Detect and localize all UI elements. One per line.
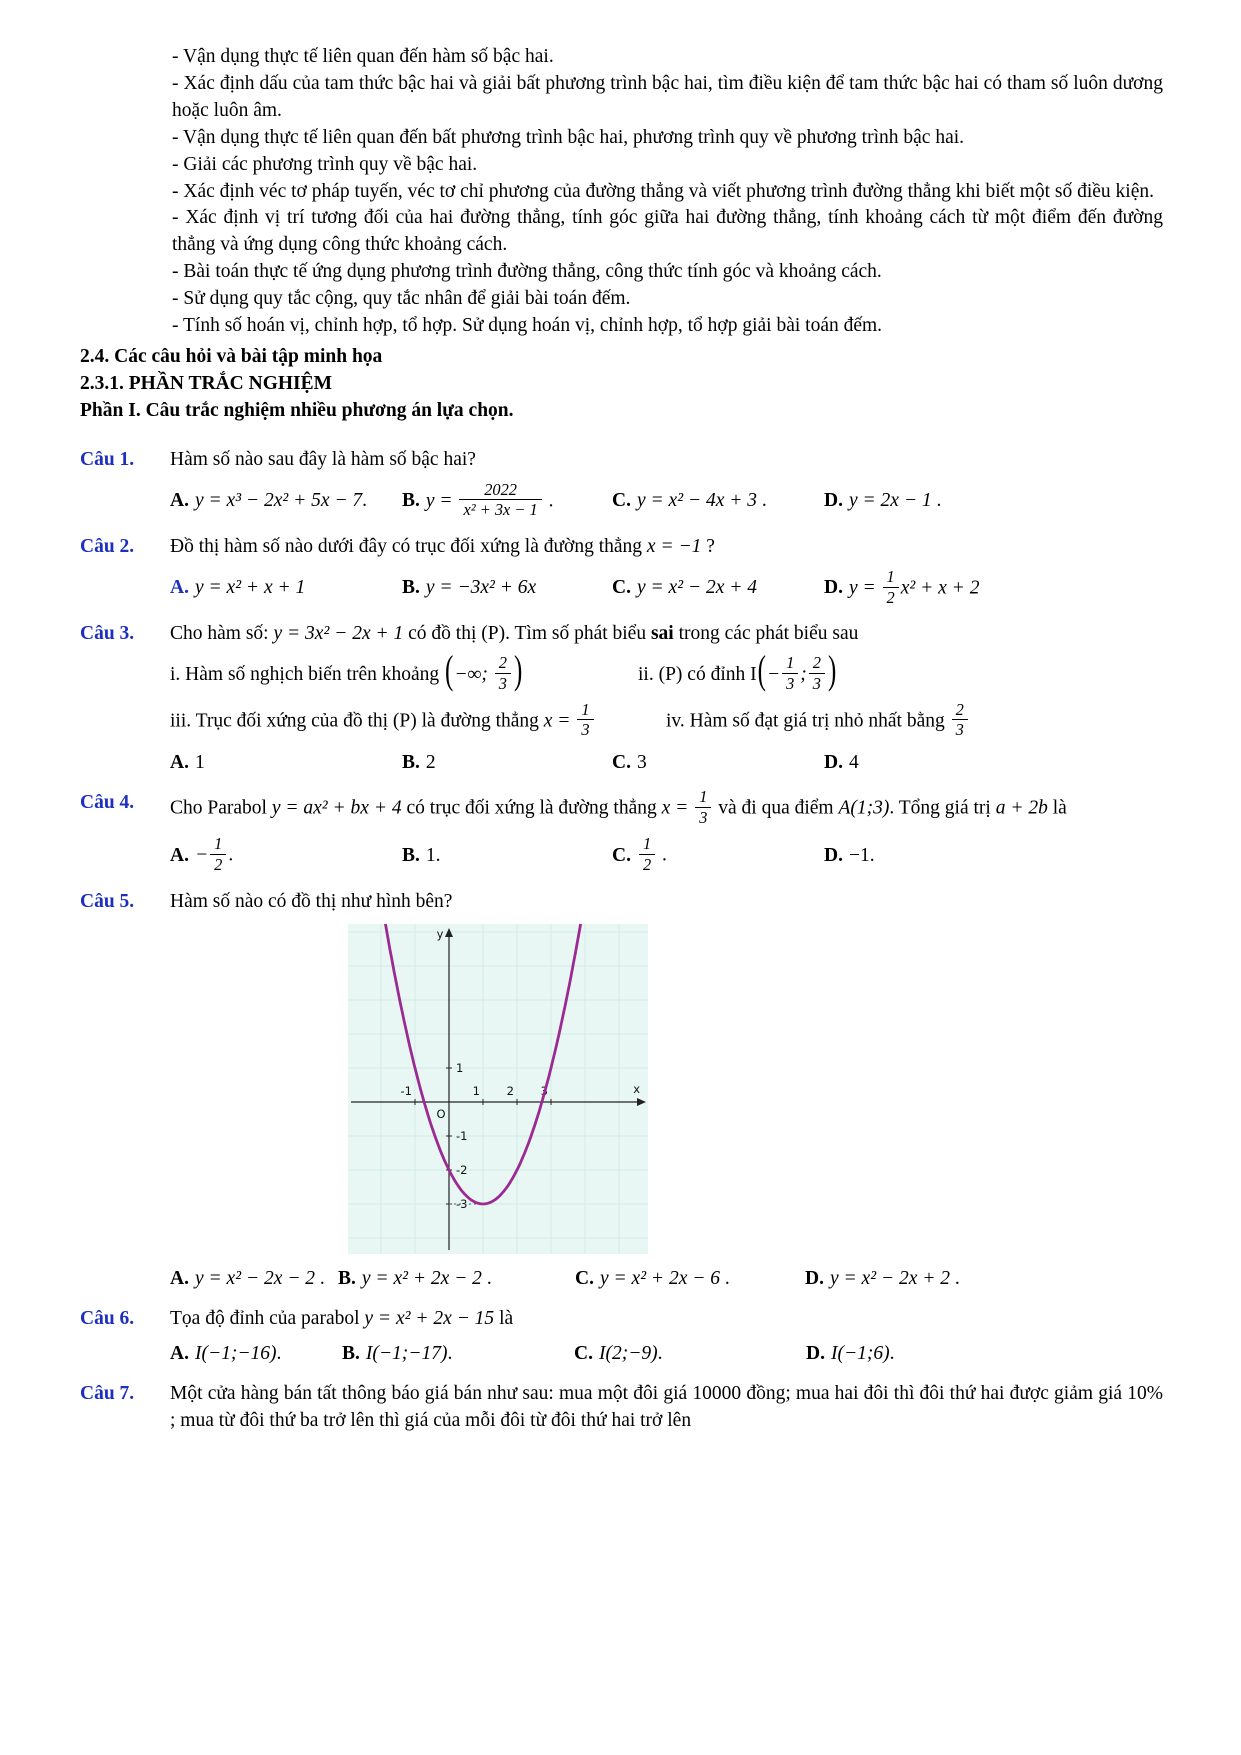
question-3 [80, 621, 1163, 777]
option-a [170, 1266, 338, 1293]
left-paren: ( [757, 649, 766, 694]
right-paren: ) [513, 649, 523, 694]
option-a [170, 1341, 342, 1368]
math-expression: y = [425, 490, 458, 512]
math-expression: x = [661, 797, 694, 819]
question-text-run: là [494, 1307, 514, 1329]
fraction [208, 835, 228, 873]
question-text-run: Cho hàm số: [170, 623, 274, 645]
fraction-numerator: 1 [577, 701, 593, 721]
origin-label: O [436, 1106, 446, 1121]
x-tick-label: 1 [472, 1083, 480, 1098]
option-tail: . [228, 845, 234, 867]
option-letter: D. [824, 490, 843, 512]
x-tick-label: 2 [506, 1083, 514, 1098]
option-letter: C. [575, 1267, 594, 1289]
math-expression: − [194, 845, 209, 867]
option-d [824, 750, 1163, 777]
options-row [170, 750, 1163, 777]
statement-text: iv. Hàm số đạt giá trị nhỏ nhất bằng [666, 710, 950, 732]
fraction [637, 835, 657, 873]
parabola-graph [348, 924, 648, 1254]
question-text-run: ? [701, 535, 715, 557]
option-d [824, 566, 1163, 608]
option-letter: B. [402, 845, 420, 867]
math-expression [444, 649, 523, 694]
math-expression: y = 2x − 1 [848, 490, 932, 512]
question-text [170, 447, 1163, 474]
math-expression: I(2;−9) [598, 1343, 658, 1365]
option-letter: B. [402, 490, 420, 512]
question-text-run: Đồ thị hàm số nào dưới đây có trục đối xứng là đường thẳng [170, 535, 647, 557]
math-expression: y = x³ − 2x² + 5x − 7 [194, 490, 363, 512]
option-value: 4 [848, 752, 859, 774]
question-text-run: và đi qua điểm [713, 797, 839, 819]
fraction-denominator: 3 [812, 674, 821, 694]
question-label: Câu 2. [80, 535, 135, 557]
intro-bullet: - Vận dụng thực tế liên quan đến bất phương trình bậc hai, phương trình quy về phương trình bậc hai. [172, 126, 965, 148]
option-tail: . [315, 1267, 325, 1289]
question-1 [80, 447, 1163, 521]
fraction [780, 654, 800, 692]
math-expression: I(−1;−17) [365, 1343, 448, 1365]
question-text-run: . Tổng giá trị [889, 797, 996, 819]
intro-bullet: - Sử dụng quy tắc cộng, quy tắc nhân để giải bài toán đếm. [172, 288, 631, 310]
question-label: Câu 1. [80, 448, 135, 470]
fraction [493, 654, 513, 692]
option-c [612, 488, 824, 515]
option-letter: A. [170, 845, 189, 867]
option-d [824, 488, 1163, 515]
question-4 [80, 787, 1163, 876]
option-tail: . [657, 845, 667, 867]
option-b [402, 479, 612, 521]
fraction-denominator: 3 [699, 807, 708, 827]
option-letter: C. [574, 1343, 593, 1365]
fraction-numerator: 2022 [459, 481, 541, 501]
question-text-run: Cho Parabol [170, 797, 272, 819]
question-text [170, 787, 1163, 828]
option-value: 2 [425, 752, 436, 774]
math-expression: y = x² − 4x + 3 [636, 490, 758, 512]
math-expression: y = x² − 2x + 4 [636, 577, 758, 599]
math-run: −∞; [454, 664, 493, 686]
option-tail: . [889, 1343, 895, 1365]
math-expression: y = 3x² − 2x + 1 [273, 623, 404, 645]
option-value: 3 [636, 752, 647, 774]
math-expression: I(−1;6) [830, 1343, 890, 1365]
option-tail: . [931, 490, 942, 512]
option-c [574, 1341, 806, 1368]
option-tail: . [362, 490, 368, 512]
option-letter: A. [170, 1267, 189, 1289]
fraction-denominator: 3 [581, 720, 590, 740]
option-letter: D. [806, 1343, 825, 1365]
question-2 [80, 534, 1163, 608]
statement-i [170, 649, 638, 695]
question-text [170, 621, 1163, 648]
option-a [170, 750, 402, 777]
question-text [170, 1306, 1163, 1333]
question-label: Câu 6. [80, 1307, 135, 1329]
x-tick-label: 3 [540, 1083, 548, 1098]
fraction-denominator: 2 [214, 855, 223, 875]
option-value: 1. [425, 845, 441, 867]
question-text-run: Hàm số nào sau đây là hàm số bậc hai? [170, 448, 476, 470]
options-row [170, 566, 1163, 608]
intro-bullet: - Xác định véc tơ pháp tuyến, véc tơ chỉ phương của đường thẳng và viết phương trình đường thẳng khi biết một số điều kiện. [172, 180, 1154, 202]
fraction-denominator: 3 [955, 720, 964, 740]
intro-bullet: - Tính số hoán vị, chỉnh hợp, tổ hợp. Sử dụng hoán vị, chỉnh hợp, tổ hợp giải bài toán đếm. [172, 315, 883, 337]
option-a [170, 834, 402, 875]
fraction-numerator: 1 [883, 568, 899, 588]
question-text-run: Tọa độ đỉnh của parabol [170, 1307, 365, 1329]
question-text [170, 889, 1163, 916]
y-axis-label: y [436, 926, 444, 941]
intro-bullet: - Xác định dấu của tam thức bậc hai và giải bất phương trình bậc hai, tìm điều kiện để tam thức bậc hai có tham số luôn dương hoặc luôn âm. [172, 72, 1163, 121]
statement-text: i. Hàm số nghịch biến trên khoảng [170, 664, 445, 686]
intro-bullet: - Bài toán thực tế ứng dụng phương trình đường thẳng, công thức tính góc và khoảng cách. [172, 261, 882, 283]
statement-iv [666, 699, 1163, 741]
question-label: Câu 3. [80, 623, 135, 645]
parabola-graph-figure [348, 924, 1163, 1254]
question-text-run: Hàm số nào có đồ thị như hình bên? [170, 890, 453, 912]
statement-ii [638, 649, 1163, 695]
option-c [612, 750, 824, 777]
right-paren: ) [827, 649, 837, 694]
statement-text: iii. Trục đối xứng của đồ thị (P) là đường thẳng [170, 710, 544, 732]
option-b [402, 575, 612, 602]
question-6 [80, 1306, 1163, 1369]
math-expression: y = x² − 2x + 2 [829, 1267, 951, 1289]
option-b [342, 1341, 574, 1368]
option-tail: . [757, 490, 767, 512]
math-expression: y = x² + 2x − 15 [364, 1307, 495, 1329]
fraction-denominator: 2 [642, 855, 652, 875]
fraction [693, 788, 713, 826]
math-expression: y = x² − 2x − 2 [194, 1267, 316, 1289]
math-run: ; [800, 664, 807, 686]
math-expression [757, 649, 838, 694]
fraction-numerator: 1 [210, 835, 226, 855]
option-letter: C. [612, 577, 631, 599]
option-c [612, 834, 824, 875]
option-letter: A. [170, 1343, 189, 1365]
left-paren: ( [445, 649, 454, 694]
bold-word: sai [650, 623, 674, 645]
question-label: Câu 5. [80, 890, 135, 912]
fraction [950, 701, 970, 739]
math-expression: y = [848, 577, 881, 599]
fraction-denominator: x² + 3x − 1 [463, 500, 538, 520]
options-row [170, 1266, 1163, 1293]
option-letter: D. [824, 577, 843, 599]
option-letter: C. [612, 845, 631, 867]
options-row [170, 1341, 1163, 1368]
heading-2-3-1: 2.3.1. PHẦN TRẮC NGHIỆM [80, 372, 333, 394]
option-letter-answer: A. [170, 577, 189, 599]
option-tail: . [276, 1343, 282, 1365]
option-a [170, 575, 402, 602]
question-text-run: là [1047, 797, 1067, 819]
math-expression: x = −1 [646, 535, 702, 557]
option-tail: . [543, 490, 554, 512]
question-text [170, 1381, 1163, 1435]
math-expression: a + 2b [995, 797, 1048, 819]
statement-text: ii. (P) có đỉnh I [638, 664, 757, 686]
fraction-numerator: 2 [809, 654, 825, 674]
option-tail: . [481, 1267, 492, 1289]
question-label: Câu 7. [80, 1383, 135, 1405]
fraction-numerator: 1 [782, 654, 798, 674]
math-expression: y = ax² + bx + 4 [271, 797, 402, 819]
intro-bullet: - Xác định vị trí tương đối của hai đường thẳng, tính góc giữa hai đường thẳng, tính khoảng cách từ một điểm đến đường thẳng và ứng dụng công thức khoảng cách. [172, 207, 1163, 256]
fraction-numerator: 1 [639, 835, 655, 855]
option-letter: B. [342, 1343, 360, 1365]
option-tail: . [657, 1343, 663, 1365]
option-a [170, 488, 402, 515]
options-row [170, 834, 1163, 875]
question-label: Câu 4. [80, 792, 135, 814]
y-tick-label: -2 [456, 1162, 468, 1177]
statements-row-1 [170, 649, 1163, 695]
question-text [170, 534, 1163, 561]
math-expression: x² + x + 2 [900, 577, 980, 599]
statements-row-2 [170, 699, 1163, 741]
option-letter: C. [612, 490, 631, 512]
option-d [805, 1266, 1163, 1293]
option-letter: B. [402, 577, 420, 599]
math-expression: I(−1;−16) [194, 1343, 277, 1365]
intro-bullet: - Giải các phương trình quy về bậc hai. [172, 153, 478, 175]
option-letter: B. [402, 752, 420, 774]
question-text-run: có trục đối xứng là đường thẳng [401, 797, 662, 819]
question-7 [80, 1381, 1163, 1435]
option-letter: A. [170, 752, 189, 774]
fraction [807, 654, 827, 692]
fraction-denominator: 2 [886, 587, 895, 607]
section-headings [80, 344, 1163, 425]
fraction-numerator: 1 [695, 788, 711, 808]
option-b [338, 1266, 575, 1293]
x-tick-label: -1 [400, 1083, 412, 1098]
option-tail: . [950, 1267, 960, 1289]
option-letter: D. [805, 1267, 824, 1289]
question-text-run: trong các phát biểu sau [673, 623, 859, 645]
intro-bullet: - Vận dụng thực tế liên quan đến hàm số bậc hai. [172, 46, 554, 67]
option-tail: . [447, 1343, 453, 1365]
y-tick-label: 1 [456, 1060, 464, 1075]
option-value: −1. [848, 845, 875, 867]
math-expression: y = x² + 2x − 6 [599, 1267, 721, 1289]
fraction-numerator: 2 [495, 654, 511, 674]
option-letter: B. [338, 1267, 356, 1289]
heading-part-1: Phần I. Câu trắc nghiệm nhiều phương án lựa chọn. [80, 399, 514, 421]
math-expression: y = x² + 2x − 2 [361, 1267, 482, 1289]
option-letter: D. [824, 752, 843, 774]
intro-bullet-list [80, 44, 1163, 340]
y-tick-label: -3 [456, 1196, 468, 1211]
option-letter: C. [612, 752, 631, 774]
option-d [806, 1341, 1163, 1368]
question-text-run: có đồ thị (P). Tìm số phát biểu [403, 623, 651, 645]
math-expression: A(1;3) [838, 797, 890, 819]
math-expression: y = x² + x + 1 [194, 577, 306, 599]
fraction [881, 568, 901, 606]
math-expression: x = [543, 710, 576, 732]
option-tail: . [720, 1267, 730, 1289]
options-row [170, 479, 1163, 521]
option-letter: D. [824, 845, 843, 867]
fraction [457, 481, 543, 519]
fraction [575, 701, 595, 739]
question-5 [80, 889, 1163, 1293]
fraction-denominator: 3 [786, 674, 795, 694]
option-b [402, 843, 612, 870]
y-tick-label: -1 [456, 1128, 468, 1143]
question-text-run: Một cửa hàng bán tất thông báo giá bán như sau: mua một đôi giá 10000 đồng; mua hai đôi thì đôi thứ hai được giảm giá 10% ; mua từ đôi thứ ba trở lên thì giá của mỗi đôi từ đôi thứ hai trở lên [170, 1383, 1163, 1432]
math-expression: y = −3x² + 6x [425, 577, 537, 599]
x-axis-label: x [633, 1081, 640, 1096]
option-b [402, 750, 612, 777]
option-d [824, 843, 1163, 870]
heading-2-4: 2.4. Các câu hỏi và bài tập minh họa [80, 345, 383, 367]
option-c [575, 1266, 805, 1293]
option-c [612, 575, 824, 602]
statement-iii [170, 699, 666, 741]
math-run: − [766, 664, 781, 686]
fraction-numerator: 2 [952, 701, 968, 721]
option-value: 1 [194, 752, 205, 774]
fraction-denominator: 3 [498, 674, 507, 694]
option-letter: A. [170, 490, 189, 512]
